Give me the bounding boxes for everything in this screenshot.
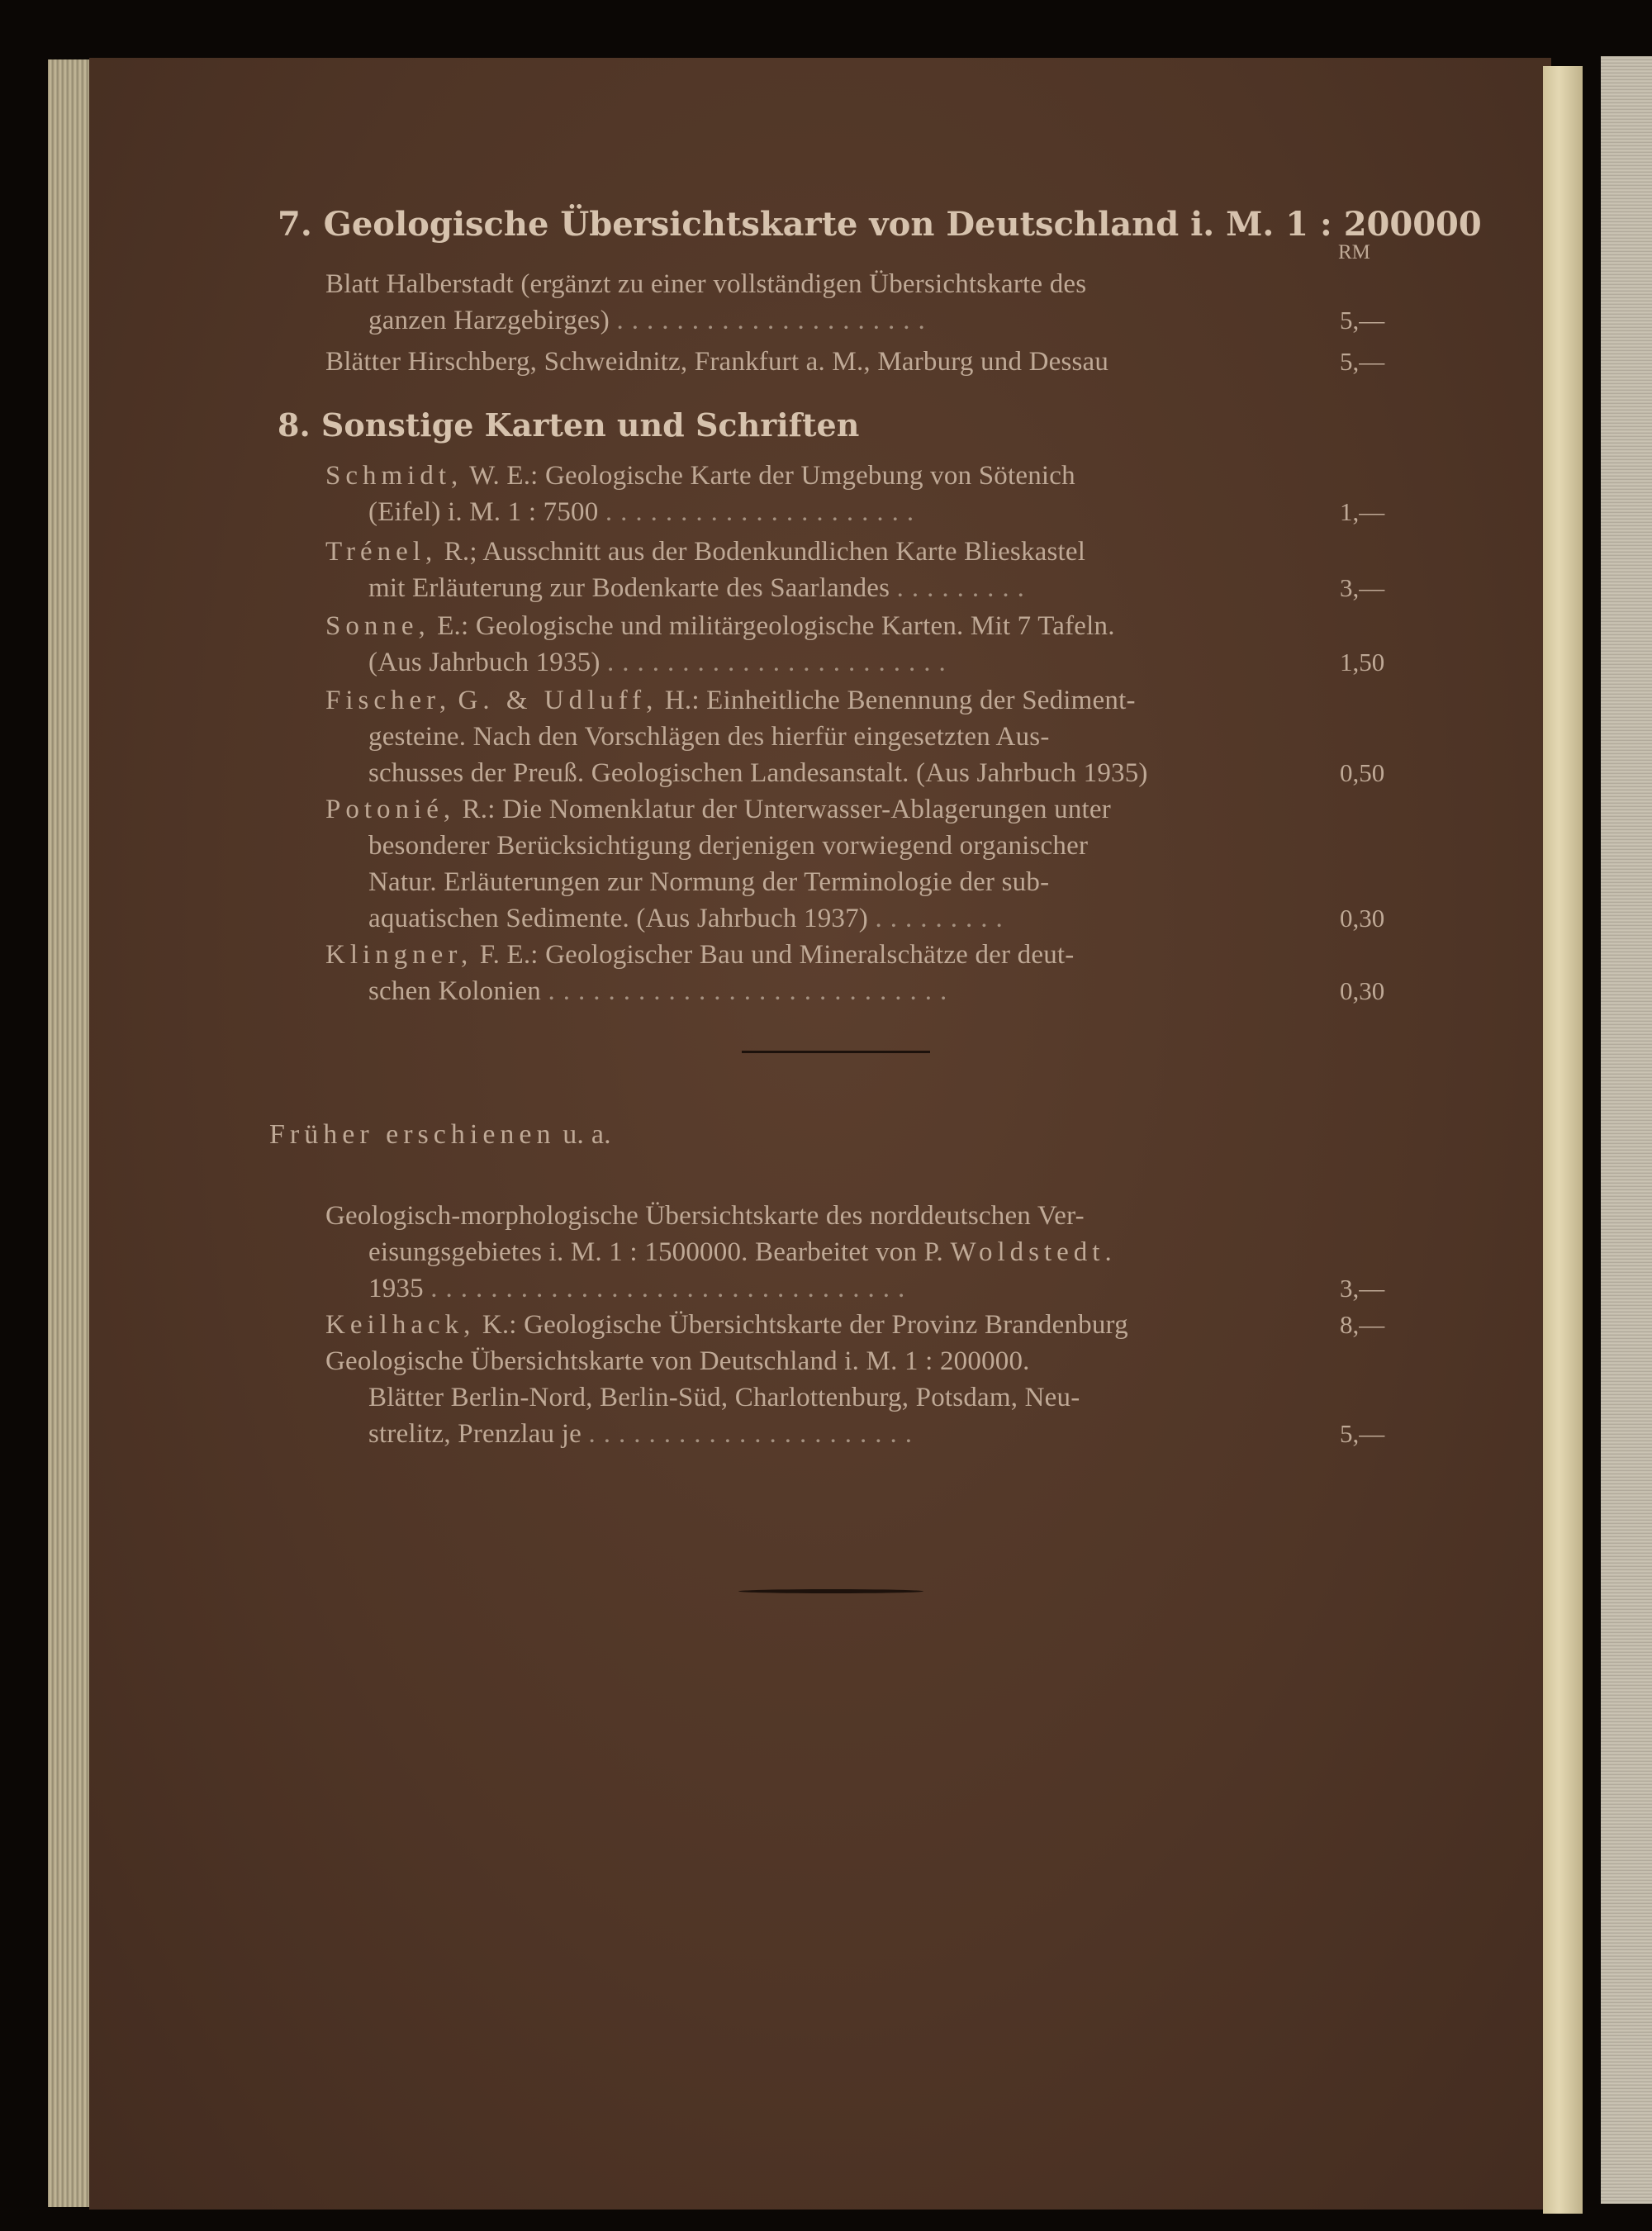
s8-entry3-line1: Sonne, E.: Geologische und militärgeologische Karten. Mit 7 Tafeln. <box>325 611 1115 641</box>
earlier-entry3-line3: strelitz, Prenzlau je ...................... <box>368 1419 920 1449</box>
s8-entry2-price: 3,— <box>1340 573 1385 602</box>
s8-entry4-price: 0,50 <box>1340 758 1385 787</box>
s8-entry6-line2: schen Kolonien ........................... <box>368 976 956 1006</box>
earlier-entry3-price: 5,— <box>1340 1419 1385 1448</box>
cloth-binding <box>1601 56 1652 2204</box>
earlier-heading: Früher erschienen u. a. <box>269 1119 611 1150</box>
s8-entry3-price: 1,50 <box>1340 648 1385 676</box>
earlier-entry1-line2: eisungsgebietes i. M. 1 : 1500000. Bearbeitet von P. Woldstedt. <box>368 1237 1117 1267</box>
earlier-entry1-line3: 1935 ................................ <box>368 1274 914 1303</box>
s8-entry4-line3: schusses der Preuß. Geologischen Landesanstalt. (Aus Jahrbuch 1935) <box>368 758 1148 788</box>
s8-entry5-line3: Natur. Erläuterungen zur Normung der Terminologie der sub- <box>368 867 1050 897</box>
s8-entry6-price: 0,30 <box>1340 976 1385 1005</box>
s8-entry1-line1: Schmidt, W. E.: Geologische Karte der Umgebung von Sötenich <box>325 461 1075 491</box>
earlier-entry1-line1: Geologisch-morphologische Übersichtskarte des norddeutschen Ver- <box>325 1201 1085 1231</box>
s8-entry5-line1: Potonié, R.: Die Nomenklatur der Unterwasser-Ablagerungen unter <box>325 795 1111 824</box>
section-divider <box>742 1051 930 1053</box>
earlier-entry3-line1: Geologische Übersichtskarte von Deutschland i. M. 1 : 200000. <box>325 1346 1030 1376</box>
s8-entry5-price: 0,30 <box>1340 904 1385 933</box>
s8-entry3-line2: (Aus Jahrbuch 1935) ....................... <box>368 648 954 677</box>
s8-entry5-line2: besonderer Berücksichtigung derjenigen vorwiegend organischer <box>368 831 1089 861</box>
s8-entry1-price: 1,— <box>1340 497 1385 526</box>
end-ornament-rule <box>738 1589 923 1593</box>
section-8-heading: 8. Sonstige Karten und Schriften <box>278 406 860 444</box>
spine-edge <box>1543 66 1583 2214</box>
s7-entry2-price: 5,— <box>1340 347 1385 376</box>
section-7-heading: 7. Geologische Übersichtskarte von Deutschland i. M. 1 : 200000 <box>278 205 1482 244</box>
currency-label: RM <box>1338 241 1370 263</box>
earlier-entry3-line2: Blätter Berlin-Nord, Berlin-Süd, Charlottenburg, Potsdam, Neu- <box>368 1383 1080 1412</box>
s8-entry1-line2: (Eifel) i. M. 1 : 7500 ..................... <box>368 497 923 527</box>
earlier-entry1-price: 3,— <box>1340 1274 1385 1303</box>
s7-entry1-line1: Blatt Halberstadt (ergänzt zu einer vollständigen Übersichtskarte des <box>325 269 1087 299</box>
s8-entry4-line1: Fischer, G. & Udluff, H.: Einheitliche Benennung der Sediment- <box>325 686 1136 715</box>
s8-entry5-line4: aquatischen Sedimente. (Aus Jahrbuch 1937) ......... <box>368 904 1011 933</box>
earlier-entry2-line1: Keilhack, K.: Geologische Übersichtskarte der Provinz Brandenburg <box>325 1310 1128 1340</box>
earlier-entry2-price: 8,— <box>1340 1310 1385 1339</box>
s8-entry6-line1: Klingner, F. E.: Geologischer Bau und Mineralschätze der deut- <box>325 940 1075 970</box>
s7-entry1-line2: ganzen Harzgebirges) ..................... <box>368 306 933 335</box>
s7-entry2-line1: Blätter Hirschberg, Schweidnitz, Frankfurt a. M., Marburg und Dessau <box>325 347 1109 377</box>
s8-entry2-line1: Trénel, R.; Ausschnitt aus der Bodenkundlichen Karte Blieskastel <box>325 537 1086 567</box>
s8-entry2-line2: mit Erläuterung zur Bodenkarte des Saarlandes ......... <box>368 573 1032 603</box>
s8-entry4-line2: gesteine. Nach den Vorschlägen des hierfür eingesetzten Aus- <box>368 722 1050 752</box>
s7-entry1-price: 5,— <box>1340 306 1385 335</box>
